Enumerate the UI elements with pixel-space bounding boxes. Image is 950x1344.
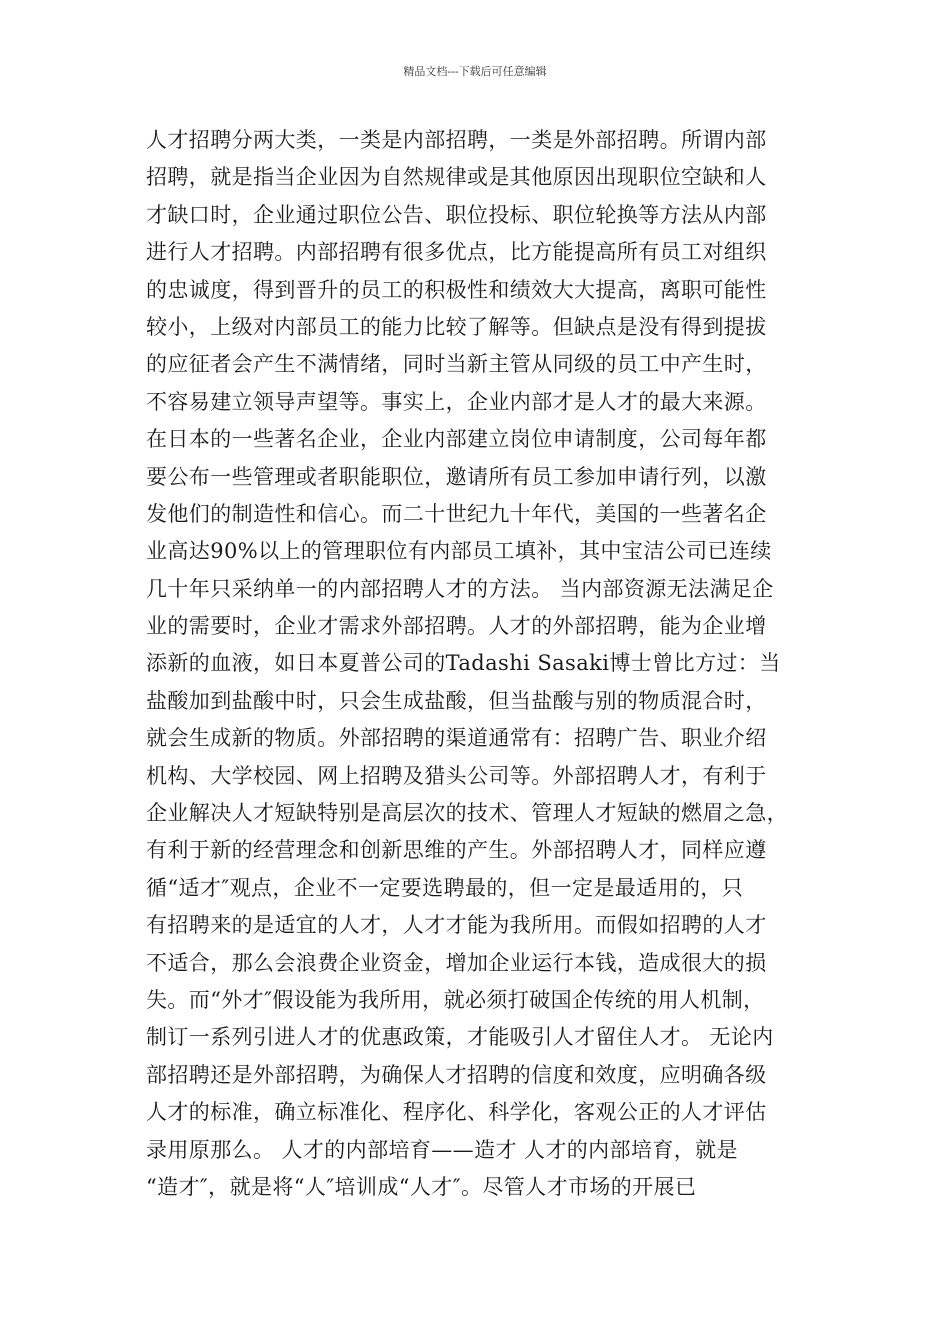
document-body: [146, 122, 826, 1206]
body-line: 盐酸加到盐酸中时，只会生成盐酸，但当盐酸与别的物质混合时，: [146, 688, 767, 713]
page-header: 精品文档---下载后可任意编辑: [403, 65, 547, 78]
body-line: 失。而“外才″假设能为我所用，就必须打破国企传统的用人机制，: [146, 987, 765, 1012]
body-line: 不容易建立领导声望等。事实上，企业内部才是人才的最大来源。: [146, 389, 767, 414]
body-line: 有招聘来的是适宜的人才，人才才能为我所用。而假如招聘的人才: [146, 913, 767, 938]
body-line: 制订一系列引进人才的优惠政策，才能吸引人才留住人才。 无论内: [146, 1025, 774, 1050]
body-line: 人才的标准，确立标准化、程序化、科学化，客观公正的人才评估: [146, 1100, 767, 1125]
body-line: “造才″，就是将“人″培训成“人才″。尽管人才市场的开展已: [146, 1174, 697, 1199]
body-line: 业的需要时，企业才需求外部招聘。人才的外部招聘，能为企业增: [146, 614, 767, 639]
body-line: 要公布一些管理或者职能职位，邀请所有员工参加申请行列，以激: [146, 464, 767, 489]
body-line: 招聘，就是指当企业因为自然规律或是其他原因出现职位空缺和人: [146, 165, 767, 190]
body-line: 有利于新的经营理念和创新思维的产生。外部招聘人才，同样应遵: [146, 838, 767, 863]
body-line: 的忠诚度，得到晋升的员工的积极性和绩效大大提高，离职可能性: [146, 277, 767, 302]
body-line: 企业解决人才短缺特别是高层次的技术、管理人才短缺的燃眉之急，: [146, 801, 788, 826]
body-line: 几十年只采纳单一的内部招聘人才的方法。 当内部资源无法满足企: [146, 576, 774, 601]
body-line: 添新的血液，如日本夏普公司的Tadashi Sasaki博士曾比方过：当: [146, 651, 781, 676]
body-line: 部招聘还是外部招聘，为确保人才招聘的信度和效度，应明确各级: [146, 1062, 767, 1087]
body-line: 的应征者会产生不满情绪，同时当新主管从同级的员工中产生时，: [146, 352, 767, 377]
body-line: 较小，上级对内部员工的能力比较了解等。但缺点是没有得到提拔: [146, 314, 767, 339]
body-line: 业高达90%以上的管理职位有内部员工填补，其中宝洁公司已连续: [146, 539, 772, 564]
body-line: 就会生成新的物质。外部招聘的渠道通常有：招聘广告、职业介绍: [146, 726, 767, 751]
body-line: 录用原那么。 人才的内部培育——造才 人才的内部培育，就是: [146, 1137, 738, 1162]
body-line: 在日本的一些著名企业，企业内部建立岗位申请制度，公司每年都: [146, 427, 767, 452]
body-line: 发他们的制造性和信心。而二十世纪九十年代，美国的一些著名企: [146, 501, 767, 526]
body-line: 才缺口时，企业通过职位公告、职位投标、职位轮换等方法从内部: [146, 202, 767, 227]
body-line: 不适合，那么会浪费企业资金，增加企业运行本钱，造成很大的损: [146, 950, 767, 975]
body-line: 人才招聘分两大类，一类是内部招聘，一类是外部招聘。所谓内部: [146, 128, 767, 152]
body-line: 循“适才″观点，企业不一定要选聘最的，但一定是最适用的，只: [146, 875, 744, 900]
body-line: 进行人才招聘。内部招聘有很多优点，比方能提高所有员工对组织: [146, 240, 767, 265]
body-line: 机构、大学校园、网上招聘及猎头公司等。外部招聘人才，有利于: [146, 763, 767, 788]
